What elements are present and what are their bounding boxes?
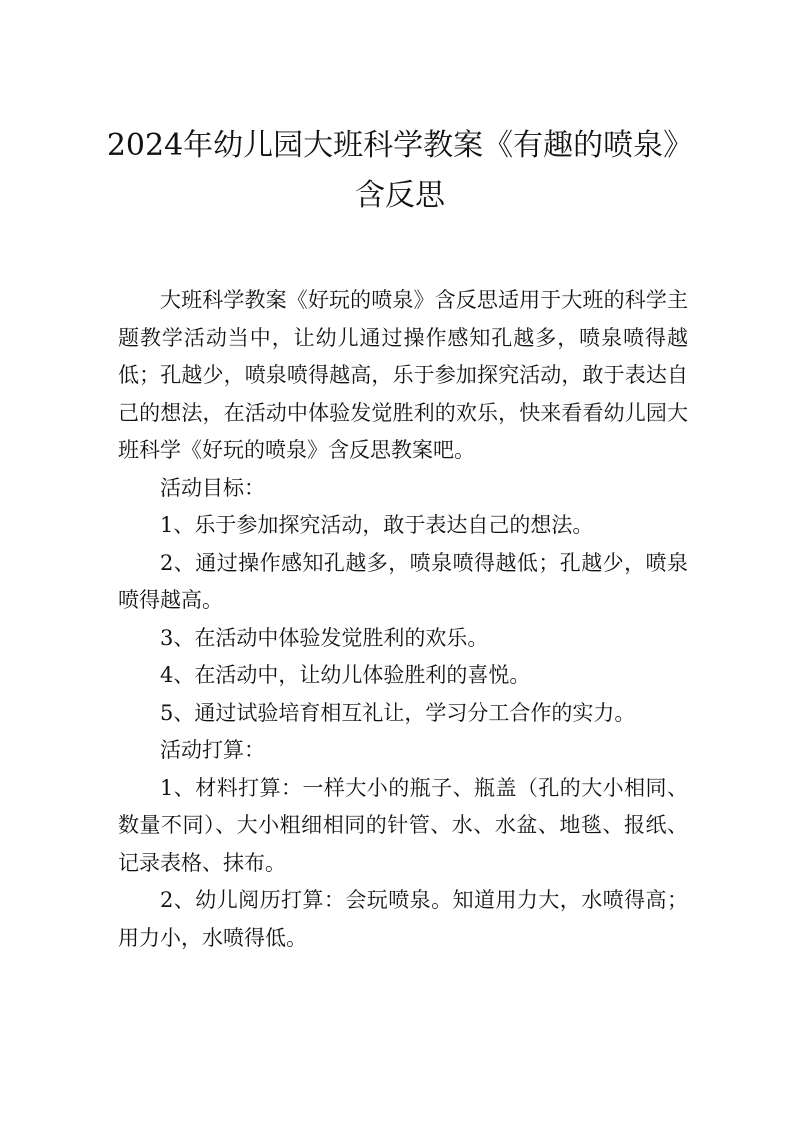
section-heading-preparation: 活动打算：: [160, 738, 265, 762]
objective-item-4: 4、在活动中，让幼儿体验胜利的喜悦。: [160, 663, 531, 687]
preparation-item-1: 1、材料打算：一样大小的瓶子、瓶盖（孔的大小相同、数量不同）、大小粗细相同的针管、水、水盆、地毯、报纸、记录表格、抹布。: [118, 775, 688, 875]
preparation-item-2: 2、幼儿阅历打算：会玩喷泉。知道用力大，水喷得高；用力小，水喷得低。: [118, 888, 688, 950]
document-title-line-2: 含反思: [355, 178, 445, 213]
objective-item-3: 3、在活动中体验发觉胜利的欢乐。: [160, 625, 489, 650]
objective-item-2: 2、通过操作感知孔越多，喷泉喷得越低；孔越少，喷泉喷得越高。: [118, 550, 688, 612]
section-heading-objectives: 活动目标：: [160, 475, 265, 500]
document-body: [118, 282, 688, 957]
objective-item-1: 1、乐于参加探究活动，敢于表达自己的想法。: [160, 513, 594, 537]
intro-paragraph: 大班科学教案《好玩的喷泉》含反思适用于大班的科学主题教学活动当中，让幼儿通过操作感知孔越多，喷泉喷得越低；孔越少，喷泉喷得越高，乐于参加探究活动，敢于表达自己的想法，在活动中体验发觉胜利的欢乐，快来看看幼儿园大班科学《好玩的喷泉》含反思教案吧。: [118, 288, 688, 462]
document-title-line-1: 2024年幼儿园大班科学教案《有趣的喷泉》: [106, 128, 694, 163]
objective-item-5: 5、通过试验培育相互礼让，学习分工合作的实力。: [160, 700, 636, 725]
